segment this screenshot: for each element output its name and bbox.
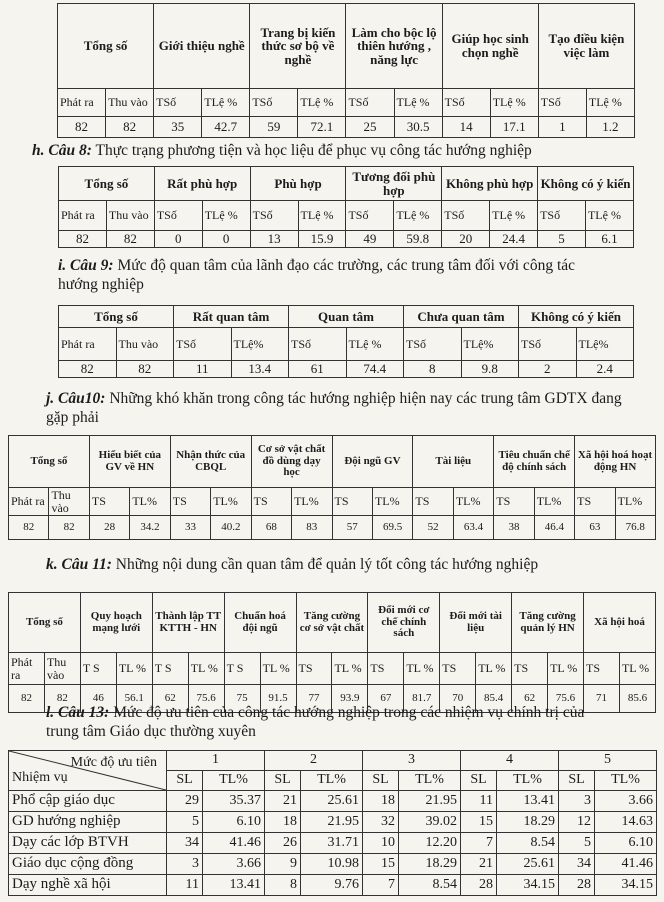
header-group: Làm cho bộc lộ thiên hướng , năng lực	[346, 4, 442, 89]
task-label: GD hướng nghiệp	[9, 812, 167, 833]
header-group: Hiểu biết của GV về HN	[89, 436, 170, 488]
subheader-cell: TL %	[404, 653, 440, 685]
priority-level-header: 3	[363, 751, 461, 771]
corner-top-label: Mức độ ưu tiên	[70, 754, 157, 770]
subheader-cell: TLệ%	[461, 328, 519, 361]
subheader-cell: TL%	[301, 771, 363, 791]
value-cell: 18.29	[399, 854, 461, 875]
value-cell: 76.8	[615, 516, 655, 540]
value-cell: 5	[538, 231, 586, 248]
subheader-cell: TLệ %	[202, 201, 250, 231]
subheader-cell: TSố	[442, 201, 490, 231]
subheader-row	[9, 653, 656, 685]
value-cell: 59.8	[394, 231, 442, 248]
subheader-cell: TL%	[497, 771, 559, 791]
value-cell: 46	[80, 685, 116, 713]
diagonal-header-cell	[9, 751, 167, 791]
subheader-cell: TLệ%	[576, 328, 634, 361]
subheader-cell: Phát ra	[58, 89, 106, 117]
value-cell: 70	[440, 685, 476, 713]
value-cell: 63	[575, 516, 615, 540]
value-cell: 3.66	[203, 854, 265, 875]
value-cell: 68	[251, 516, 291, 540]
value-cell: 49	[346, 231, 394, 248]
header-group: Phù hợp	[250, 167, 346, 201]
header-group: Tăng cường cơ sở vật chất	[296, 593, 368, 653]
subheader-cell: TS	[170, 488, 210, 516]
value-cell: 75	[224, 685, 260, 713]
subheader-cell: TLệ %	[202, 89, 250, 117]
value-cell: 3	[559, 791, 595, 812]
question-label: j. Câu10:	[46, 390, 106, 407]
header-group: Giúp học sinh chọn nghề	[442, 4, 538, 89]
header-group: Tiêu chuẩn chế độ chính sách	[494, 436, 575, 488]
table-row	[9, 791, 657, 812]
value-cell: 1.2	[586, 117, 634, 138]
priority-level-header: 2	[265, 751, 363, 771]
subheader-cell: TS	[584, 653, 620, 685]
value-cell: 93.9	[332, 685, 368, 713]
subheader-cell: SL	[167, 771, 203, 791]
header-row	[59, 167, 634, 201]
question-text: Thực trạng phương tiện và học liệu để phục vụ công tác hướng nghiệp	[95, 142, 532, 159]
subheader-cell: TL%	[534, 488, 574, 516]
subheader-cell: TS	[494, 488, 534, 516]
subheader-row	[59, 328, 634, 361]
subheader-cell: TS	[332, 488, 372, 516]
header-total: Tổng số	[9, 436, 90, 488]
heading-question-11	[46, 555, 664, 574]
value-cell: 8.54	[399, 875, 461, 896]
header-group: Không có ý kiến	[519, 306, 634, 328]
header-group: Chuẩn hoá đội ngũ	[224, 593, 296, 653]
value-cell: 13.41	[203, 875, 265, 896]
header-group: Rất quan tâm	[174, 306, 289, 328]
subheader-cell: Thu vào	[49, 488, 89, 516]
value-cell: 38	[494, 516, 534, 540]
value-cell: 85.4	[476, 685, 512, 713]
subheader-row	[59, 201, 634, 231]
value-cell: 39.02	[399, 812, 461, 833]
header-group: Đội ngũ GV	[332, 436, 413, 488]
value-cell: 82	[9, 685, 45, 713]
header-total: Tổng số	[9, 593, 81, 653]
value-cell: 5	[167, 812, 203, 833]
subheader-cell: TL%	[130, 488, 170, 516]
value-cell: 26	[265, 833, 301, 854]
diagonal-line	[9, 751, 166, 790]
subheader-cell: Thu vào	[44, 653, 80, 685]
priority-level-header: 4	[461, 751, 559, 771]
table-facilities-materials	[58, 166, 634, 248]
corner-bottom-label: Nhiệm vụ	[12, 769, 68, 785]
value-cell: 6.1	[585, 231, 633, 248]
value-cell: 10	[363, 833, 399, 854]
value-cell: 29	[167, 791, 203, 812]
value-cell: 12.20	[399, 833, 461, 854]
subheader-cell: TS	[575, 488, 615, 516]
header-group: Cơ sở vật chất đồ dùng dạy học	[251, 436, 332, 488]
header-group: Xã hội hoá	[584, 593, 656, 653]
header-group: Thành lập TT KTTH - HN	[152, 593, 224, 653]
task-label: Phổ cập giáo dục	[9, 791, 167, 812]
value-cell: 62	[512, 685, 548, 713]
task-label: Giáo dục cộng đồng	[9, 854, 167, 875]
value-cell: 7	[363, 875, 399, 896]
header-group: Đổi mới tài liệu	[440, 593, 512, 653]
header-group: Xã hội hoá hoạt động HN	[575, 436, 656, 488]
subheader-cell: TL %	[332, 653, 368, 685]
value-cell: 41.46	[203, 833, 265, 854]
header-group: Tăng cường quản lý HN	[512, 593, 584, 653]
value-cell: 8	[404, 361, 462, 378]
subheader-cell: TLệ %	[585, 201, 633, 231]
subheader-cell: TLệ %	[490, 89, 538, 117]
value-cell: 82	[9, 516, 49, 540]
value-cell: 35	[154, 117, 202, 138]
value-cell: 67	[368, 685, 404, 713]
header-total: Tổng số	[59, 306, 174, 328]
value-cell: 11	[461, 791, 497, 812]
value-cell: 83	[292, 516, 332, 540]
subheader-cell: Phát ra	[59, 201, 107, 231]
value-cell: 34.15	[595, 875, 657, 896]
subheader-cell: Phát ra	[9, 488, 49, 516]
header-total: Tổng số	[58, 4, 154, 89]
subheader-cell: TL %	[260, 653, 296, 685]
value-cell: 82	[44, 685, 80, 713]
value-cell: 82	[116, 361, 174, 378]
subheader-cell: TSố	[404, 328, 462, 361]
subheader-cell: TL%	[211, 488, 251, 516]
value-cell: 91.5	[260, 685, 296, 713]
table-career-orientation-content	[57, 3, 635, 138]
value-cell: 72.1	[298, 117, 346, 138]
subheader-cell: TSố	[346, 89, 394, 117]
subheader-cell: SL	[265, 771, 301, 791]
value-cell: 0	[202, 231, 250, 248]
priority-level-header: 5	[559, 751, 657, 771]
table-row	[9, 812, 657, 833]
subheader-cell: TLệ %	[298, 201, 346, 231]
subheader-cell: TL %	[619, 653, 655, 685]
subheader-cell: TSố	[538, 201, 586, 231]
table-row	[59, 361, 634, 378]
heading-question-10	[46, 389, 636, 428]
value-cell: 2	[519, 361, 577, 378]
value-cell: 25	[346, 117, 394, 138]
subheader-cell: Phát ra	[9, 653, 45, 685]
subheader-cell: TL%	[203, 771, 265, 791]
header-group: Chưa quan tâm	[404, 306, 519, 328]
value-cell: 42.7	[202, 117, 250, 138]
subheader-cell: TS	[413, 488, 453, 516]
value-cell: 5	[559, 833, 595, 854]
value-cell: 21	[265, 791, 301, 812]
value-cell: 9.76	[301, 875, 363, 896]
header-group: Rất phù hợp	[154, 167, 250, 201]
value-cell: 57	[332, 516, 372, 540]
value-cell: 21.95	[399, 791, 461, 812]
subheader-cell: SL	[363, 771, 399, 791]
value-cell: 85.6	[619, 685, 655, 713]
question-text: Những khó khăn trong công tác hướng nghiệp hiện nay các trung tâm GDTX đang gặp phải	[46, 390, 622, 427]
subheader-cell: TLệ %	[346, 328, 404, 361]
value-cell: 74.4	[346, 361, 404, 378]
value-cell: 81.7	[404, 685, 440, 713]
question-label: k. Câu 11:	[46, 556, 112, 573]
subheader-cell: TSố	[289, 328, 347, 361]
value-cell: 6.10	[595, 833, 657, 854]
subheader-cell: SL	[559, 771, 595, 791]
value-cell: 6.10	[203, 812, 265, 833]
subheader-cell: TSố	[250, 89, 298, 117]
subheader-cell: T S	[80, 653, 116, 685]
subheader-cell: TLệ %	[490, 201, 538, 231]
subheader-cell: TSố	[250, 201, 298, 231]
subheader-cell: TSố	[346, 201, 394, 231]
subheader-cell: TLệ %	[586, 89, 634, 117]
value-cell: 18	[363, 791, 399, 812]
subheader-cell: TL %	[548, 653, 584, 685]
value-cell: 82	[106, 117, 154, 138]
subheader-cell: Thu vào	[106, 89, 154, 117]
task-label: Dạy các lớp BTVH	[9, 833, 167, 854]
header-row	[9, 593, 656, 653]
subheader-row	[58, 89, 635, 117]
priority-level-header: 1	[167, 751, 265, 771]
value-cell: 71	[584, 685, 620, 713]
subheader-cell: TL %	[116, 653, 152, 685]
value-cell: 77	[296, 685, 332, 713]
subheader-cell: TL%	[292, 488, 332, 516]
subheader-cell: Phát ra	[59, 328, 117, 361]
heading-question-8	[32, 141, 662, 160]
value-cell: 17.1	[490, 117, 538, 138]
subheader-cell: TL %	[188, 653, 224, 685]
value-cell: 20	[442, 231, 490, 248]
value-cell: 3	[167, 854, 203, 875]
subheader-cell: TS	[296, 653, 332, 685]
table-row	[58, 117, 635, 138]
subheader-cell: TSố	[174, 328, 232, 361]
subheader-cell: Thu vào	[116, 328, 174, 361]
header-group: Nhận thức của CBQL	[170, 436, 251, 488]
value-cell: 15.9	[298, 231, 346, 248]
value-cell: 82	[59, 231, 107, 248]
value-cell: 34	[167, 833, 203, 854]
value-cell: 24.4	[490, 231, 538, 248]
subheader-cell: TS	[512, 653, 548, 685]
header-group: Giới thiệu nghề	[154, 4, 250, 89]
header-group: Đổi mới cơ chế chính sách	[368, 593, 440, 653]
subheader-cell: TLệ %	[394, 201, 442, 231]
header-group: Tương đối phù hợp	[346, 167, 442, 201]
subheader-cell: TSố	[519, 328, 577, 361]
heading-question-13	[46, 703, 606, 742]
table-leadership-interest	[58, 305, 634, 378]
value-cell: 34.15	[497, 875, 559, 896]
header-total: Tổng số	[59, 167, 155, 201]
value-cell: 11	[167, 875, 203, 896]
value-cell: 62	[152, 685, 188, 713]
value-cell: 21.95	[301, 812, 363, 833]
table-row	[9, 854, 657, 875]
header-row	[59, 306, 634, 328]
header-group: Tài liệu	[413, 436, 494, 488]
question-text: Mức độ quan tâm của lãnh đạo các trường, các trung tâm đối với công tác hướng nghiệp	[58, 257, 576, 294]
value-cell: 63.4	[453, 516, 493, 540]
question-text: Mức độ ưu tiên của công tác hướng nghiệp trong các nhiệm vụ chính trị của trung tâm Giáo dục thường xuyên	[46, 704, 585, 741]
value-cell: 13	[250, 231, 298, 248]
value-cell: 25.61	[497, 854, 559, 875]
header-group: Quy hoạch mạng lưới	[80, 593, 152, 653]
table-management-content	[8, 592, 656, 713]
value-cell: 46.4	[534, 516, 574, 540]
value-cell: 15	[363, 854, 399, 875]
value-cell: 21	[461, 854, 497, 875]
value-cell: 9	[265, 854, 301, 875]
value-cell: 52	[413, 516, 453, 540]
table-row	[59, 231, 634, 248]
value-cell: 31.71	[301, 833, 363, 854]
value-cell: 10.98	[301, 854, 363, 875]
table-row	[9, 516, 656, 540]
value-cell: 56.1	[116, 685, 152, 713]
subheader-cell: TS	[89, 488, 129, 516]
value-cell: 28	[559, 875, 595, 896]
table-difficulties	[8, 435, 656, 540]
subheader-cell: TS	[251, 488, 291, 516]
table-row	[9, 833, 657, 854]
header-group: Không phù hợp	[442, 167, 538, 201]
heading-question-9	[58, 256, 618, 295]
subheader-cell: TL%	[615, 488, 655, 516]
subheader-cell: TS	[368, 653, 404, 685]
question-label: h. Câu 8:	[32, 142, 92, 159]
subheader-cell: TL%	[399, 771, 461, 791]
question-text: Những nội dung cần quan tâm để quản lý tốt công tác hướng nghiệp	[115, 556, 539, 573]
subheader-cell: TSố	[154, 89, 202, 117]
header-group: Quan tâm	[289, 306, 404, 328]
value-cell: 28	[89, 516, 129, 540]
value-cell: 13.41	[497, 791, 559, 812]
value-cell: 75.6	[188, 685, 224, 713]
subheader-cell: SL	[461, 771, 497, 791]
header-group: Trang bị kiến thức sơ bộ về nghề	[250, 4, 346, 89]
subheader-cell: TSố	[538, 89, 586, 117]
header-group: Không có ý kiến	[538, 167, 634, 201]
value-cell: 30.5	[394, 117, 442, 138]
value-cell: 3.66	[595, 791, 657, 812]
table-priority-level	[8, 750, 657, 896]
subheader-cell: TL%	[453, 488, 493, 516]
value-cell: 69.5	[372, 516, 412, 540]
value-cell: 2.4	[576, 361, 634, 378]
value-cell: 59	[250, 117, 298, 138]
value-cell: 41.46	[595, 854, 657, 875]
subheader-cell: TL%	[595, 771, 657, 791]
value-cell: 35.37	[203, 791, 265, 812]
value-cell: 82	[106, 231, 154, 248]
question-label: i. Câu 9:	[58, 257, 114, 274]
subheader-cell: Thu vào	[106, 201, 154, 231]
value-cell: 14.63	[595, 812, 657, 833]
value-cell: 61	[289, 361, 347, 378]
value-cell: 82	[59, 361, 117, 378]
header-group: Tạo điều kiện việc làm	[538, 4, 634, 89]
value-cell: 34.2	[130, 516, 170, 540]
value-cell: 13.4	[231, 361, 289, 378]
value-cell: 11	[174, 361, 232, 378]
value-cell: 8.54	[497, 833, 559, 854]
subheader-row	[9, 488, 656, 516]
value-cell: 28	[461, 875, 497, 896]
header-row	[9, 436, 656, 488]
value-cell: 33	[170, 516, 210, 540]
value-cell: 18	[265, 812, 301, 833]
value-cell: 40.2	[211, 516, 251, 540]
header-row	[58, 4, 635, 89]
value-cell: 12	[559, 812, 595, 833]
value-cell: 82	[49, 516, 89, 540]
question-label: l. Câu 13:	[46, 704, 110, 721]
value-cell: 1	[538, 117, 586, 138]
value-cell: 0	[154, 231, 202, 248]
subheader-cell: TLệ %	[298, 89, 346, 117]
value-cell: 25.61	[301, 791, 363, 812]
header-row	[9, 751, 657, 771]
subheader-cell: TL%	[372, 488, 412, 516]
subheader-cell: TSố	[154, 201, 202, 231]
subheader-cell: TLệ%	[231, 328, 289, 361]
table-row	[9, 875, 657, 896]
subheader-cell: T S	[152, 653, 188, 685]
value-cell: 34	[559, 854, 595, 875]
task-label: Dạy nghề xã hội	[9, 875, 167, 896]
subheader-cell: TLệ %	[394, 89, 442, 117]
value-cell: 82	[58, 117, 106, 138]
subheader-cell: TS	[440, 653, 476, 685]
value-cell: 18.29	[497, 812, 559, 833]
subheader-cell: TSố	[442, 89, 490, 117]
value-cell: 8	[265, 875, 301, 896]
value-cell: 32	[363, 812, 399, 833]
subheader-cell: TL %	[476, 653, 512, 685]
subheader-cell: T S	[224, 653, 260, 685]
value-cell: 7	[461, 833, 497, 854]
value-cell: 14	[442, 117, 490, 138]
value-cell: 15	[461, 812, 497, 833]
value-cell: 75.6	[548, 685, 584, 713]
value-cell: 9.8	[461, 361, 519, 378]
